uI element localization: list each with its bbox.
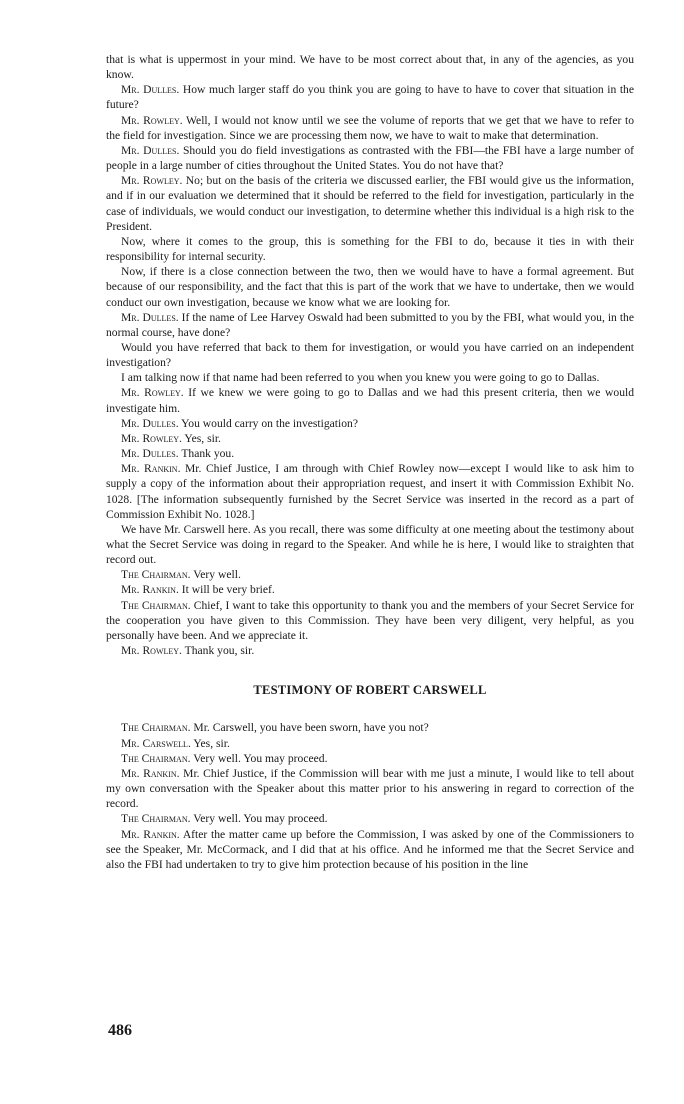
paragraph	[106, 431, 634, 446]
paragraph	[106, 385, 634, 415]
paragraph	[106, 416, 634, 431]
speaker-name: Mr. Rankin.	[121, 827, 180, 841]
paragraph	[106, 751, 634, 766]
speaker-name: The Chairman.	[121, 598, 191, 612]
paragraph	[106, 766, 634, 811]
speaker-name: The Chairman.	[121, 812, 191, 826]
paragraph	[106, 173, 634, 234]
speaker-name: Mr. Dulles.	[121, 83, 180, 97]
paragraph-text: I am talking now if that name had been referred to you when you knew you were going to go to Dallas.	[121, 371, 600, 385]
speaker-name: Mr. Rowley.	[121, 431, 182, 445]
paragraph-text: How much larger staff do you think you are going to have to have to cover that situation in the future?	[106, 83, 634, 112]
paragraph-text: No; but on the basis of the criteria we discussed earlier, the FBI would give us the information, and if in our evaluation we determined that it should be referred to the field for investigation, particularly in the case of individuals, we would conduct our investigation, to determine whether this individual is a high risk to the President.	[106, 174, 635, 233]
paragraph	[106, 143, 634, 173]
speaker-name: Mr. Dulles.	[121, 143, 180, 157]
paragraph-text: Now, where it comes to the group, this is something for the FBI to do, because it ties in with their responsibility for internal security.	[106, 234, 634, 264]
transcript-section-bottom	[106, 720, 634, 872]
speaker-name: Mr. Dulles.	[121, 310, 179, 324]
paragraph	[106, 643, 634, 658]
paragraph	[106, 310, 634, 340]
paragraph-text: We have Mr. Carswell here. As you recall, there was some difficulty at one meeting about the testimony about what the Secret Service was doing in regard to the Speaker. And while he is here, I would like to straighten that record out.	[106, 522, 634, 567]
paragraph	[106, 522, 634, 567]
transcript-section-top	[106, 52, 634, 658]
paragraph-text: Well, I would not know until we see the volume of reports that we get that we have to refer to the field for investigation. Since we are processing them now, we have to wait to make that determination.	[106, 113, 634, 142]
document-page	[106, 52, 634, 872]
paragraph-text: If the name of Lee Harvey Oswald had been submitted to you by the FBI, what would you, in the normal course, have done?	[106, 310, 634, 339]
paragraph-text: Mr. Chief Justice, if the Commission will bear with me just a minute, I would like to tell about my own conversation with the Speaker about this matter prior to his answering in regard to correction of the record.	[106, 766, 634, 811]
section-heading: TESTIMONY OF ROBERT CARSWELL	[253, 683, 487, 698]
paragraph-text: Very well. You may proceed.	[193, 812, 328, 826]
paragraph-text: It will be very brief.	[181, 583, 275, 597]
paragraph-text: Mr. Carswell, you have been sworn, have you not?	[193, 721, 429, 735]
paragraph-text: Very well.	[193, 568, 241, 582]
paragraph-text: You would carry on the investigation?	[181, 416, 358, 430]
paragraph	[106, 113, 634, 143]
speaker-name: Mr. Rowley.	[121, 644, 182, 658]
paragraph	[106, 446, 634, 461]
paragraph	[106, 598, 634, 643]
paragraph-text: Should you do field investigations as contrasted with the FBI—the FBI have a large number of people in a large number of cities throughout the United States. You do not have that?	[106, 143, 634, 173]
paragraph	[106, 82, 634, 112]
paragraph-text: Would you have referred that back to them for investigation, or would you have carried on an independent investigation?	[106, 340, 634, 370]
paragraph	[106, 370, 634, 385]
speaker-name: Mr. Rankin.	[121, 766, 180, 780]
paragraph-text: that is what is uppermost in your mind. We have to be most correct about that, in any of the agencies, as you know.	[106, 53, 634, 82]
speaker-name: The Chairman.	[121, 721, 191, 735]
paragraph-text: Very well. You may proceed.	[193, 751, 328, 765]
paragraph-text: Thank you.	[181, 447, 235, 461]
paragraph	[106, 811, 634, 826]
paragraph-text: Thank you, sir.	[184, 644, 255, 658]
paragraph-text: After the matter came up before the Commission, I was asked by one of the Commissioners to see the Speaker, Mr. McCormack, and I did that at his office. And he informed me that the Secret Service and also the FBI had undertaken to try to give him protection because of his position in the line	[106, 827, 634, 871]
speaker-name: Mr. Rankin.	[121, 583, 179, 597]
paragraph-text: Yes, sir.	[193, 736, 230, 750]
speaker-name: The Chairman.	[121, 568, 191, 582]
paragraph	[106, 567, 634, 582]
paragraph	[106, 340, 634, 370]
speaker-name: Mr. Dulles.	[121, 416, 179, 430]
paragraph-text: If we knew we were going to go to Dallas and we had this present criteria, then we would investigate him.	[106, 386, 635, 415]
paragraph	[106, 52, 634, 82]
paragraph	[106, 234, 634, 264]
paragraph	[106, 827, 634, 872]
speaker-name: The Chairman.	[121, 751, 191, 765]
paragraph	[106, 582, 634, 597]
paragraph	[106, 461, 634, 522]
paragraph	[106, 720, 634, 735]
paragraph-text: Chief, I want to take this opportunity to thank you and the members of your Secret Service for the cooperation you have given to this Commission. They have been very diligent, very helpful, as you personally have been. And we appreciate it.	[106, 598, 635, 642]
paragraph	[106, 736, 634, 751]
speaker-name: Mr. Rowley.	[121, 113, 183, 127]
speaker-name: Mr. Carswell.	[121, 736, 191, 750]
speaker-name: Mr. Dulles.	[121, 447, 179, 461]
paragraph-text: Yes, sir.	[184, 431, 221, 445]
paragraph-text: Now, if there is a close connection between the two, then we would have to have a formal agreement. But because of our responsibility, and the fact that this is part of the work that we have to undertake, then we would conduct our own investigation, because we know what we are looking for.	[106, 265, 634, 309]
page-number: 486	[108, 1022, 132, 1039]
paragraph-text: Mr. Chief Justice, I am through with Chief Rowley now—except I would like to ask him to supply a copy of the information about their appropriation request, and insert it with Commission Exhibit No. 1028. [The information subsequently furnished by the Secret Service was inserted in the record as a part of Commission Exhibit No. 1028.]	[106, 462, 634, 521]
speaker-name: Mr. Rowley.	[121, 174, 183, 188]
speaker-name: Mr. Rowley.	[121, 386, 184, 400]
speaker-name: Mr. Rankin.	[121, 462, 181, 476]
paragraph	[106, 264, 634, 309]
